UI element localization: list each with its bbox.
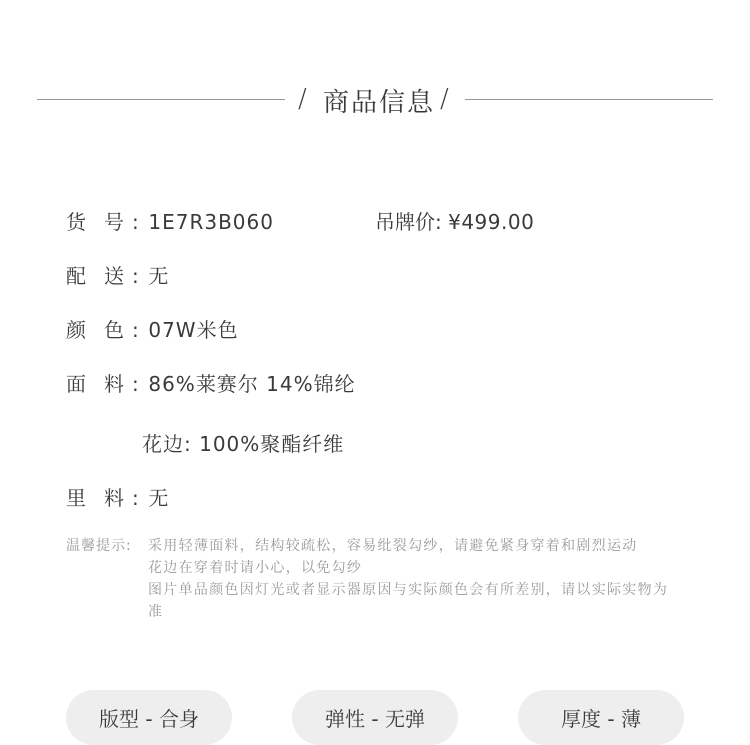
fabric-row: [66, 368, 356, 397]
delivery-colon: :: [132, 264, 139, 288]
header-slash-left: /: [298, 84, 307, 114]
delivery-value: 无: [148, 264, 170, 288]
sku-label-2: 号: [104, 210, 124, 234]
color-label-2: 色: [104, 318, 124, 342]
delivery-label-1: 配: [66, 264, 86, 288]
price-value: ¥499.00: [448, 210, 535, 234]
header-slash-right: /: [440, 84, 449, 114]
section-header: [0, 80, 750, 120]
fabric-label-1: 面: [66, 372, 86, 396]
tips-body: [148, 535, 673, 623]
tip-line: 采用轻薄面料，结构较疏松，容易纰裂勾纱，请避免紧身穿着和剧烈运动: [148, 538, 638, 554]
lining-row: [66, 482, 169, 511]
lining-label-2: 料: [104, 486, 124, 510]
sku-label-1: 货: [66, 210, 86, 234]
fabric-colon: :: [132, 372, 139, 396]
color-row: [66, 314, 239, 343]
attribute-thickness-badge: 厚度 - 薄: [518, 690, 684, 745]
sku-value: 1E7R3B060: [148, 210, 274, 234]
delivery-row: [66, 260, 169, 289]
color-value: 07W米色: [148, 318, 239, 342]
tips-label: 温馨提示:: [66, 538, 132, 554]
tip-line: 图片单品颜色因灯光或者显示器原因与实际颜色会有所差别，请以实际实物为准: [148, 582, 669, 620]
tip-line: 花边在穿着时请小心，以免勾纱: [148, 560, 363, 576]
price-row: [375, 206, 534, 235]
color-label-1: 颜: [66, 318, 86, 342]
header-divider-left: [37, 99, 285, 100]
color-colon: :: [132, 318, 139, 342]
attribute-fit-badge: 版型 - 合身: [66, 690, 232, 745]
delivery-label-2: 送: [104, 264, 124, 288]
lining-label-1: 里: [66, 486, 86, 510]
sku-colon: :: [132, 210, 139, 234]
attribute-stretch-badge: 弹性 - 无弹: [292, 690, 458, 745]
lace-fabric-value: 花边: 100%聚酯纤维: [142, 432, 345, 456]
lining-colon: :: [132, 486, 139, 510]
page-title: 商品信息: [323, 88, 436, 118]
fabric-value: 86%莱赛尔 14%锦纶: [148, 372, 356, 396]
header-divider-right: [465, 99, 713, 100]
fabric-label-2: 料: [104, 372, 124, 396]
sku-row: [66, 206, 274, 235]
price-label: 吊牌价:: [375, 210, 442, 234]
lining-value: 无: [148, 486, 170, 510]
